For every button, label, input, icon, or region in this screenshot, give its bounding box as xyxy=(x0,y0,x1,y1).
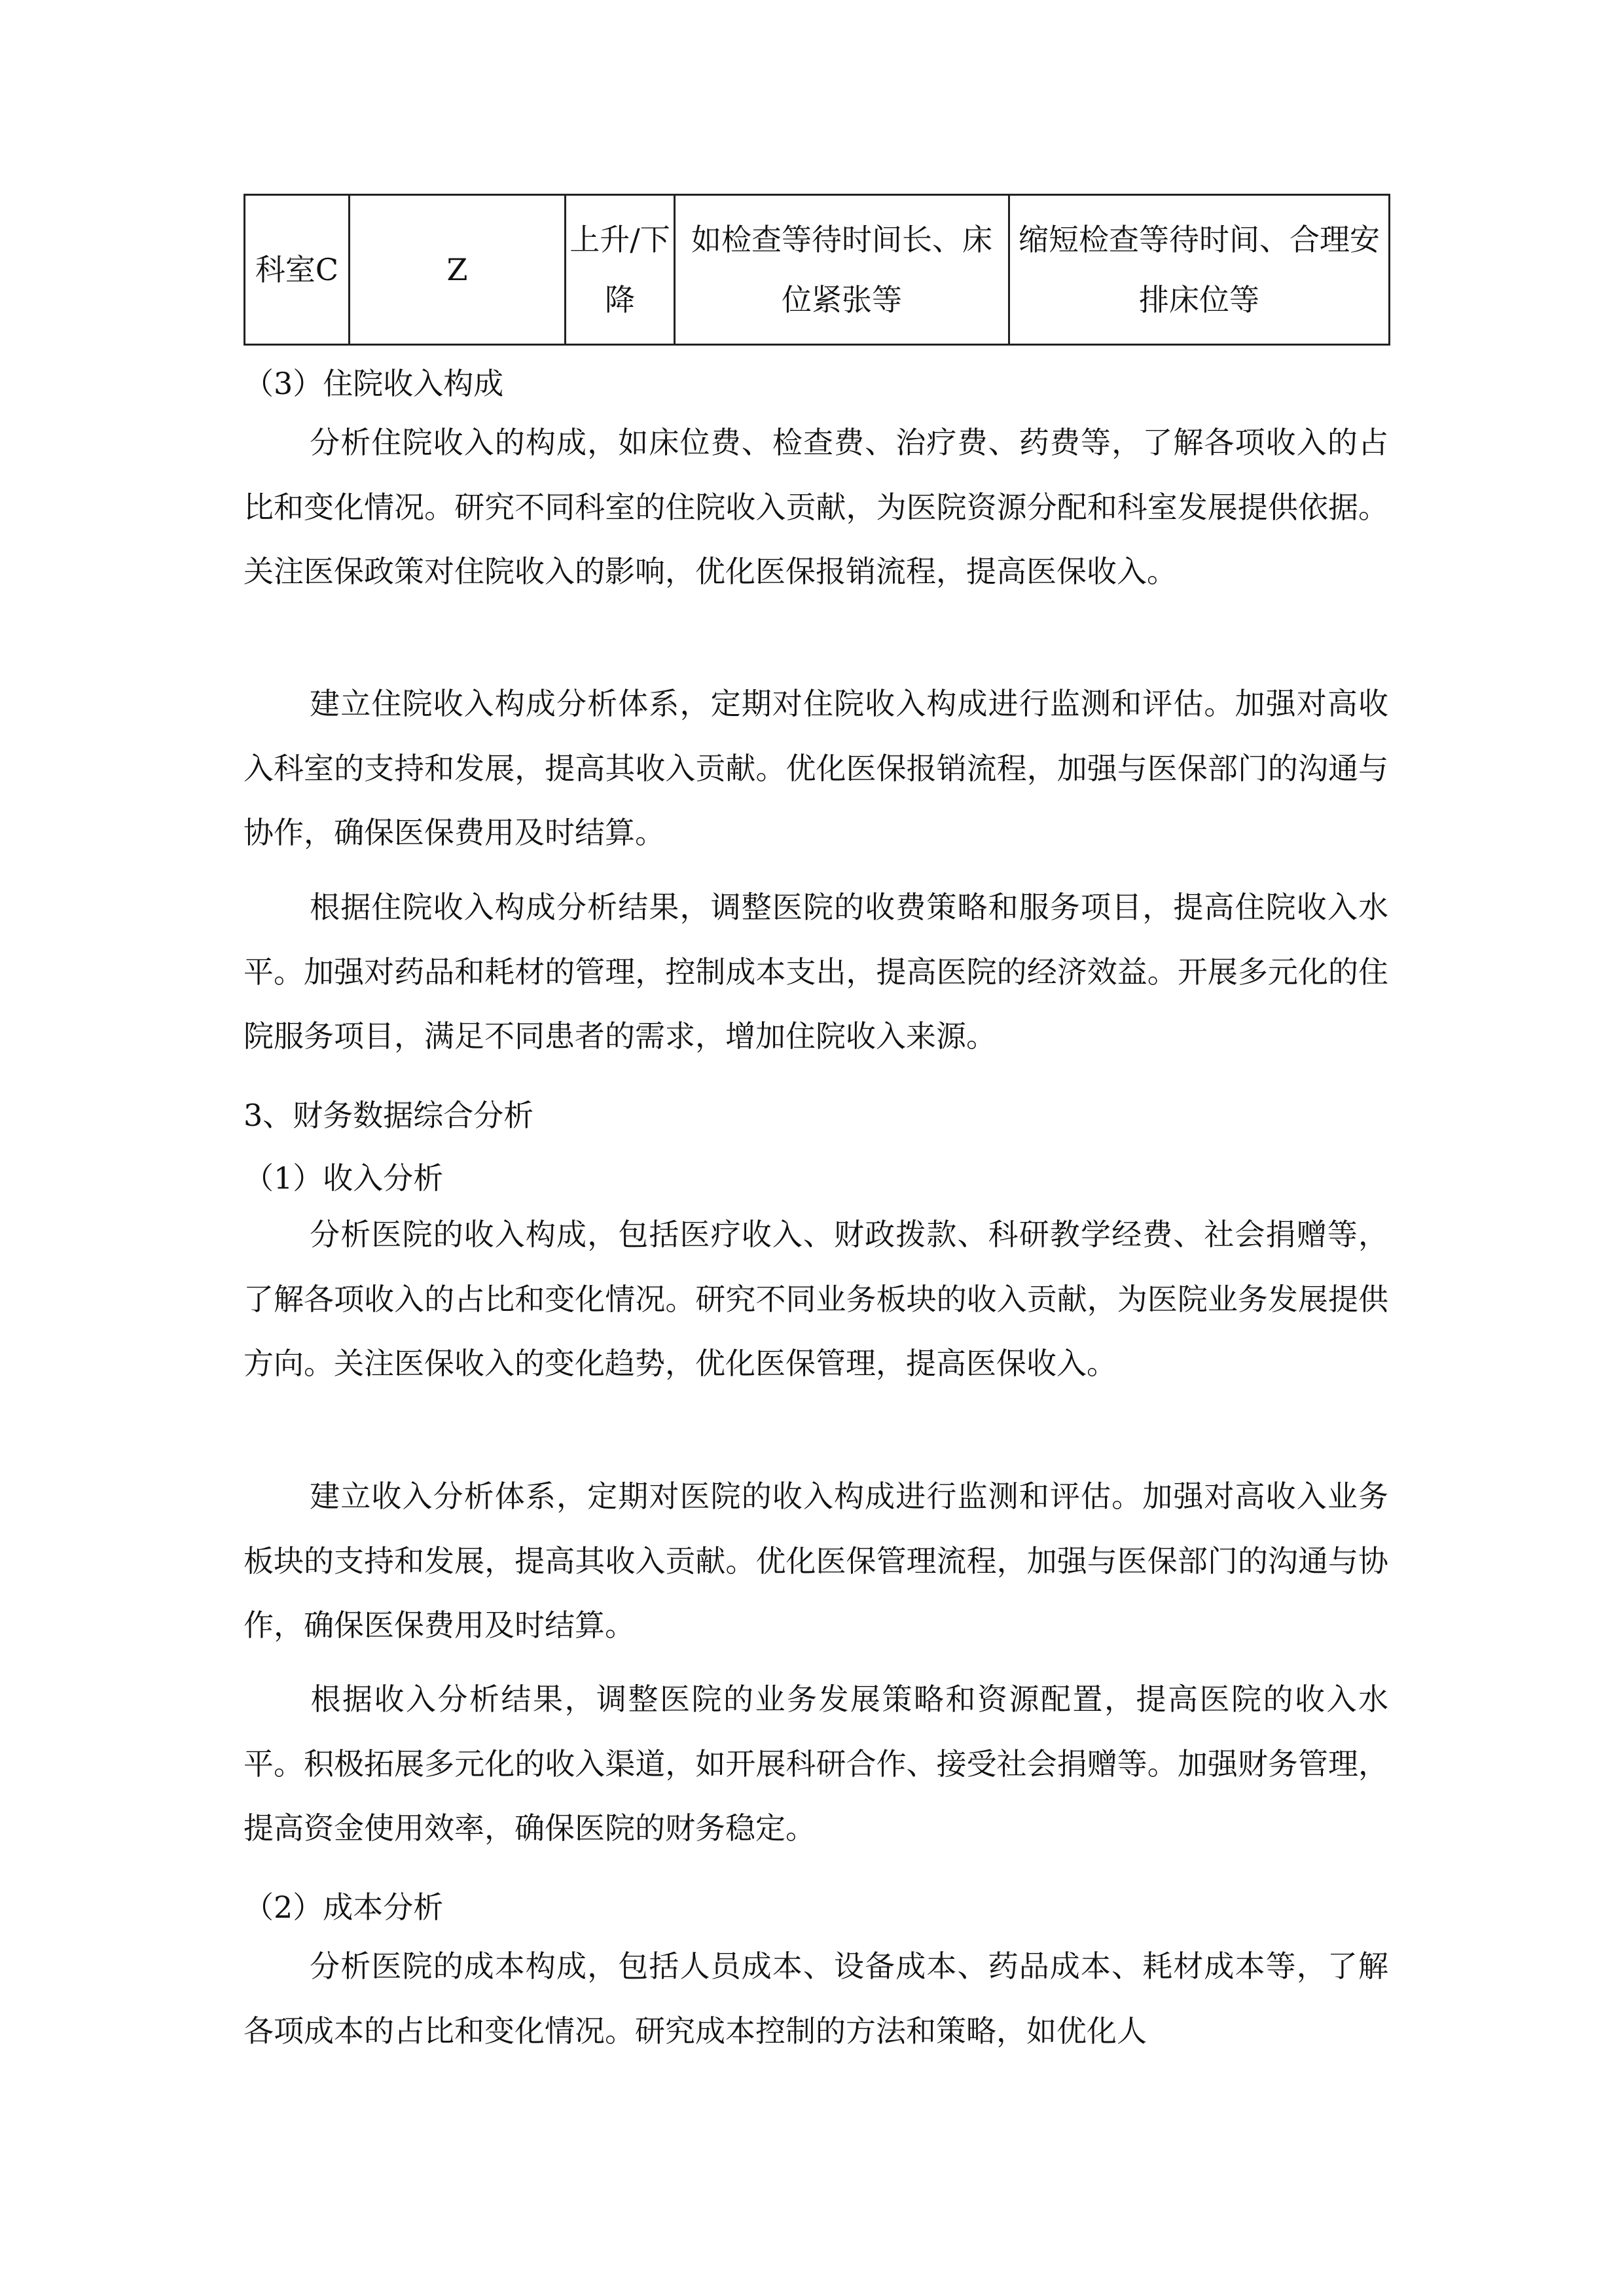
paragraph-text: 分析住院收入的构成，如床位费、检查费、治疗费、药费等，了解各项收入的占比和变化情况。研究不同科室的住院收入贡献，为医院资源分配和科室发展提供依据。关注医保政策对住院收入的影响，优化医保报销流程，提高医保收入。 xyxy=(244,425,1388,589)
paragraph-text: 根据收入分析结果，调整医院的业务发展策略和资源配置，提高医院的收入水平。积极拓展多元化的收入渠道，如开展科研合作、接受社会捐赠等。加强财务管理，提高资金使用效率，确保医院的财务稳定。 xyxy=(244,1681,1388,1846)
paragraph xyxy=(244,1202,1388,1396)
heading-financial-analysis: 3、财务数据综合分析 xyxy=(244,1098,534,1133)
heading-inpatient-income: （3）住院收入构成 xyxy=(244,366,504,401)
paragraph xyxy=(244,410,1388,604)
table-cell-indicator: Z xyxy=(350,195,566,345)
table-row xyxy=(245,195,1390,345)
heading-cost-analysis: （2）成本分析 xyxy=(244,1890,444,1925)
paragraph-text: 建立住院收入构成分析体系，定期对住院收入构成进行监测和评估。加强对高收入科室的支持和发展，提高其收入贡献。优化医保报销流程，加强与医保部门的沟通与协作，确保医保费用及时结算。 xyxy=(244,686,1388,850)
paragraph-text: 根据住院收入构成分析结果，调整医院的收费策略和服务项目，提高住院收入水平。加强对药品和耗材的管理，控制成本支出，提高医院的经济效益。开展多元化的住院服务项目，满足不同患者的需求，增加住院收入来源。 xyxy=(244,889,1388,1054)
paragraph-text: 分析医院的成本构成，包括人员成本、设备成本、药品成本、耗材成本等，了解各项成本的占比和变化情况。研究成本控制的方法和策略，如优化人 xyxy=(244,1948,1388,2049)
table-cell-reason: 如检查等待时间长、床位紧张等 xyxy=(675,195,1009,345)
paragraph-text: 分析医院的收入构成，包括医疗收入、财政拨款、科研教学经费、社会捐赠等，了解各项收入的占比和变化情况。研究不同业务板块的收入贡献，为医院业务发展提供方向。关注医保收入的变化趋势，优化医保管理，提高医保收入。 xyxy=(244,1217,1388,1381)
heading-income-analysis: （1）收入分析 xyxy=(244,1160,444,1196)
table-cell-trend: 上升/下降 xyxy=(566,195,675,345)
table-cell-measure: 缩短检查等待时间、合理安排床位等 xyxy=(1009,195,1390,345)
table-cell-department: 科室C xyxy=(245,195,350,345)
paragraph xyxy=(244,672,1388,865)
paragraph xyxy=(244,1934,1388,2063)
paragraph xyxy=(244,1667,1388,1861)
paragraph xyxy=(244,875,1388,1069)
paragraph-text: 建立收入分析体系，定期对医院的收入构成进行监测和评估。加强对高收入业务板块的支持和发展，提高其收入贡献。优化医保管理流程，加强与医保部门的沟通与协作，确保医保费用及时结算。 xyxy=(244,1479,1388,1643)
table-continuation xyxy=(244,194,1390,346)
paragraph xyxy=(244,1464,1388,1658)
